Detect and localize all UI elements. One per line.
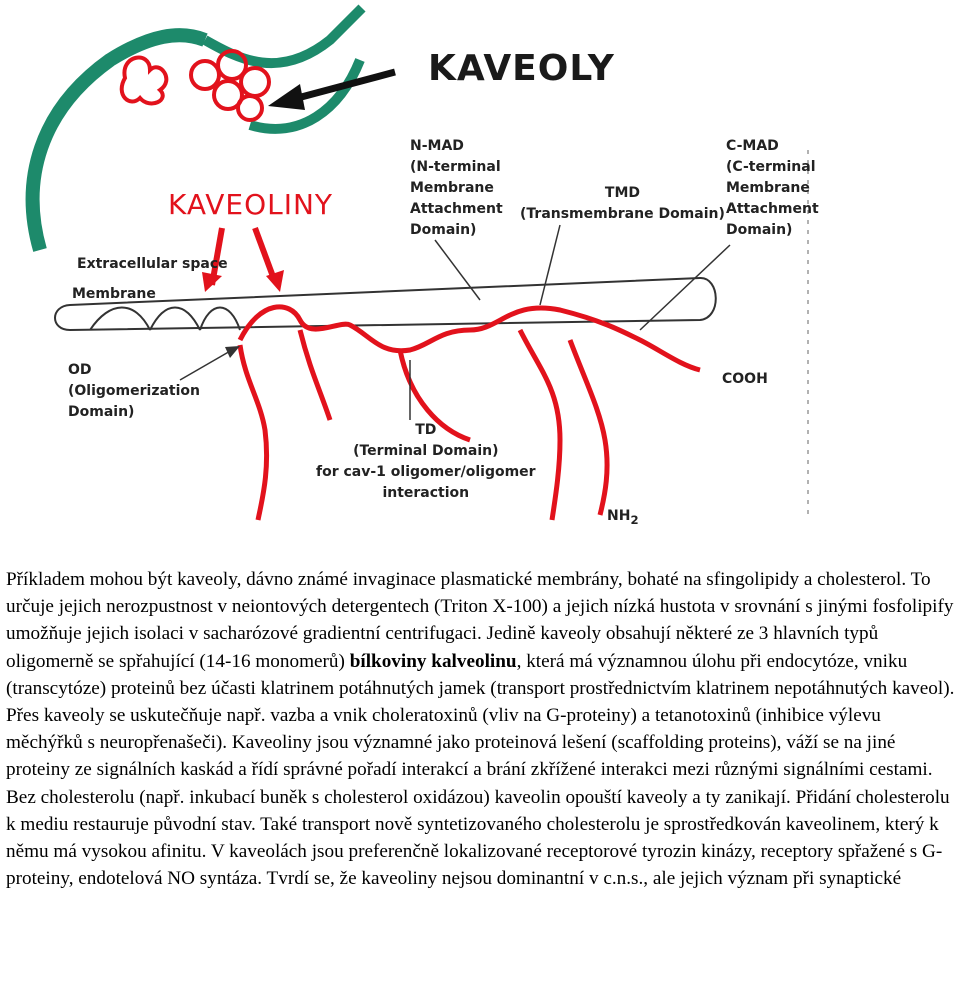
caveolin-n-terminus: [240, 345, 267, 520]
od-label: OD (Oligomerization Domain): [68, 362, 200, 420]
kaveoliny-arrow-right: [255, 228, 275, 282]
nh2-text: NH: [607, 508, 631, 524]
membrane-loops: [90, 308, 240, 331]
td-label: TD (Terminal Domain) for cav-1 oligomer/oligomer interaction: [316, 422, 536, 501]
cooh-label: COOH: [722, 371, 768, 387]
caveola-bulb: [191, 61, 219, 89]
caveola-bulb: [238, 96, 262, 120]
caveola-bulb: [241, 68, 269, 96]
nmad-label: N-MAD (N-terminal Membrane Attachment Domain): [410, 138, 503, 238]
extracellular-label: Extracellular space: [77, 256, 228, 272]
nh2-subscript: 2: [630, 512, 639, 527]
kaveoliny-label: KAVEOLINY: [168, 188, 334, 221]
cmad-pointer: [640, 245, 730, 330]
membrane-arc-top: [205, 8, 362, 63]
tmd-pointer: [540, 225, 560, 305]
body-text-keyword: bílkoviny kalveolinu: [349, 650, 517, 672]
body-text-part2: , která má významnou úlohu při endocytóze, vniku (transcytóze) proteinů bez účasti klatrinem potáhnutých jamek (transport prostřednictvím klatrinem nepotáhnutých kaveol). Přes kaveoly se uskutečňuje např. vazba a vnik choleratoxinů (vliv na G-proteiny) a tetanotoxinů (inhibice výlevu měchýřků s neuropřenašeči). Kaveoliny jsou významné jako proteinová lešení (scaffolding proteins), váží se na jiné proteiny ze signálních kaskád a řídí správné pořadí interakcí a brání zkřížené interakci mezi různými signálními cestami. Bez cholesterolu (např. inkubací buněk s cholesterol oxidázou) kaveolin opouští kaveoly a ty zanikají. Přidání cholesterolu k mediu restauruje původní stav. Také transport nově syntetizovaného cholesterolu je sprostředkován kaveolinem, který k němu má vysokou afinitu. V kaveolách jsou preferenčně lokalizované receptorové tyrozin kinázy, receptory spřažené s G-proteiny, endotelová NO syntáza. Tvrdí se, že kaveoliny nejsou dominantní v c.n.s., ale jejich význam při synaptické: [6, 650, 955, 890]
body-text: [6, 566, 956, 892]
arrow-head: [268, 84, 305, 110]
nh2-label: [607, 506, 639, 531]
cmad-label: C-MAD (C-terminal Membrane Attachment Domain): [726, 138, 819, 238]
caveola-blob-small: [122, 58, 167, 104]
body-text-part1: Příkladem mohou být kaveoly, dávno známé invaginace plasmatické membrány, bohaté na sfingolipidy a cholesterol. To určuje jejich nerozpustnost v neiontových detergentech (Triton X-100) a jejich nízká hustota v srovnání s jinými fosfolipify umožňuje jejich isolaci v sacharózové gradientní centrifugaci. Jedině kaveoly obsahují některé ze 3 hlavních typů oligomerně se spřahující (14-16 monomerů): [6, 569, 954, 672]
caveolin-segment: [300, 330, 330, 420]
arrow-head: [202, 272, 222, 292]
tmd-label: TMD (Transmembrane Domain): [520, 185, 725, 222]
membrane-label: Membrane: [72, 286, 156, 302]
figure-title: KAVEOLY: [428, 48, 615, 89]
nmad-pointer: [435, 240, 480, 300]
caveolin-segment: [570, 340, 607, 515]
